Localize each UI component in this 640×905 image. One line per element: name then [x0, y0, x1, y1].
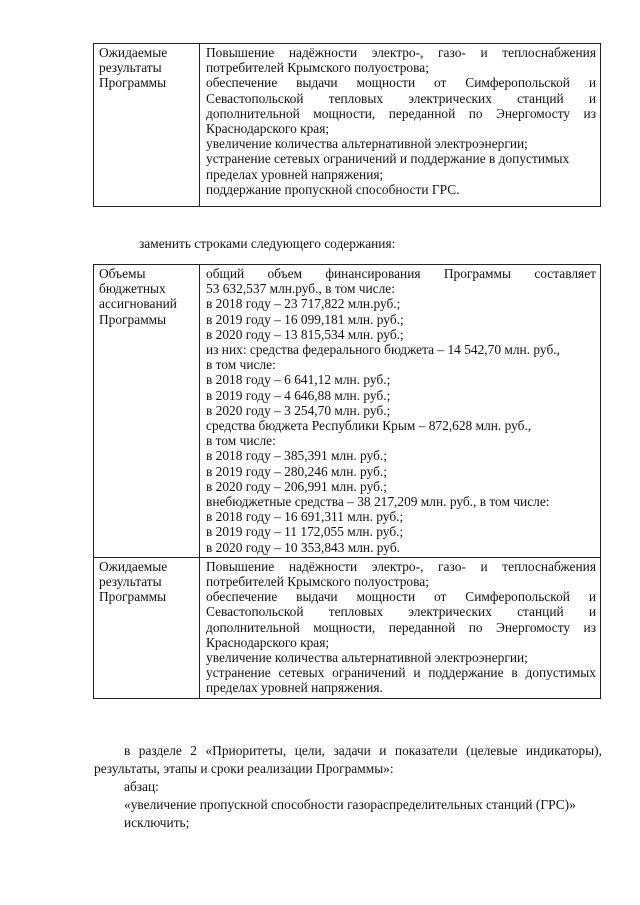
- content-line: Краснодарского края;: [206, 634, 330, 650]
- row-content-cell: [200, 44, 601, 207]
- paragraph-line: «увеличение пропускной способности газораспределительных станций (ГРС)»: [124, 797, 576, 812]
- content-line: пределах уровней напряжения.: [206, 680, 383, 696]
- row-label-cell: [94, 265, 200, 558]
- row-label-line: Ожидаемые: [99, 45, 168, 60]
- budget-and-results-table-new: [93, 264, 601, 699]
- content-line: устранение сетевых ограничений и поддержание в допустимых: [206, 151, 570, 167]
- content-line: в 2018 году – 16 691,311 млн. руб.;: [206, 509, 404, 525]
- content-line: обеспечение выдачи мощности от Симферопольской и: [206, 589, 596, 605]
- row-label-cell: [94, 44, 200, 207]
- content-line: в 2018 году – 23 717,822 млн.руб.;: [206, 296, 401, 312]
- body-paragraph: [124, 743, 602, 758]
- content-line: Повышение надёжности электро-, газо- и теплоснабжения: [206, 45, 596, 60]
- content-line: Краснодарского края;: [206, 121, 330, 137]
- row-label-cell: [94, 557, 200, 698]
- content-line: в 2018 году – 6 641,12 млн. руб.;: [206, 372, 391, 388]
- content-line: Севастопольской тепловых электрических станций и: [206, 90, 596, 106]
- content-line: потребителей Крымского полуострова;: [206, 60, 429, 76]
- body-paragraph: [124, 779, 159, 794]
- content-line: в 2019 году – 280,246 млн. руб.;: [206, 463, 387, 479]
- content-line: пределах уровней напряжения;: [206, 166, 384, 182]
- content-line: увеличение количества альтернативной электроэнергии;: [206, 650, 528, 666]
- content-line: в том числе:: [206, 433, 276, 449]
- content-line: внебюджетные средства – 38 217,209 млн. руб., в том числе:: [206, 494, 550, 510]
- content-line: общий объем финансирования Программы составляет: [206, 266, 596, 281]
- content-line: обеспечение выдачи мощности от Симферопольской и: [206, 75, 596, 91]
- row-content-cell: [200, 265, 601, 558]
- content-line: в 2020 году – 10 353,843 млн. руб.: [206, 539, 400, 555]
- content-line: в 2019 году – 4 646,88 млн. руб.;: [206, 387, 391, 403]
- body-paragraph: [124, 815, 189, 830]
- table-row: [94, 265, 601, 558]
- paragraph-line: в разделе 2 «Приоритеты, цели, задачи и показатели (целевые индикаторы),: [124, 743, 602, 758]
- expected-results-table-old: [93, 43, 601, 207]
- content-line: увеличение количества альтернативной электроэнергии;: [206, 136, 528, 152]
- table-row: [94, 44, 601, 207]
- content-line: поддержание пропускной способности ГРС.: [206, 181, 460, 197]
- content-line: в том числе:: [206, 357, 276, 373]
- row-label-line: бюджетных: [99, 281, 166, 297]
- content-line: из них: средства федерального бюджета – 14 542,70 млн. руб.,: [206, 342, 560, 358]
- content-line: в 2020 году – 13 815,534 млн. руб.;: [206, 326, 404, 342]
- paragraph-line: исключить;: [124, 815, 190, 830]
- paragraph-line: результаты, этапы и сроки реализации Программы»:: [94, 761, 394, 776]
- replace-instruction: заменить строками следующего содержания:: [139, 236, 396, 251]
- content-line: в 2020 году – 206,991 млн. руб.;: [206, 478, 387, 494]
- row-content-cell: [200, 557, 601, 698]
- row-label-line: Ожидаемые: [99, 558, 168, 574]
- row-label-line: Программы: [99, 75, 167, 91]
- row-label-line: результаты: [99, 574, 162, 590]
- row-label-line: ассигнований: [99, 296, 177, 312]
- content-line: средства бюджета Республики Крым – 872,628 млн. руб.,: [206, 418, 532, 434]
- table-row: [94, 557, 601, 698]
- content-line: 53 632,537 млн.руб., в том числе:: [206, 281, 395, 297]
- content-line: в 2019 году – 11 172,055 млн. руб.;: [206, 524, 404, 540]
- content-line: потребителей Крымского полуострова;: [206, 574, 429, 590]
- row-label-line: Объемы: [99, 266, 146, 281]
- content-line: Повышение надёжности электро-, газо- и теплоснабжения: [206, 558, 596, 574]
- paragraph-line: абзац:: [124, 779, 159, 794]
- row-label-line: Программы: [99, 311, 167, 327]
- body-paragraph: [124, 797, 576, 812]
- body-paragraph: [94, 761, 394, 776]
- content-line: дополнительной мощности, переданной по Энергомосту из: [206, 105, 596, 121]
- row-label-line: Программы: [99, 589, 167, 605]
- content-line: устранение сетевых ограничений и поддержание в допустимых: [206, 665, 596, 681]
- content-line: в 2019 году – 16 099,181 млн. руб.;: [206, 311, 404, 327]
- content-line: Севастопольской тепловых электрических станций и: [206, 604, 596, 620]
- content-line: дополнительной мощности, переданной по Энергомосту из: [206, 619, 596, 635]
- content-line: в 2020 году – 3 254,70 млн. руб.;: [206, 402, 391, 418]
- row-label-line: результаты: [99, 60, 162, 76]
- content-line: в 2018 году – 385,391 млн. руб.;: [206, 448, 387, 464]
